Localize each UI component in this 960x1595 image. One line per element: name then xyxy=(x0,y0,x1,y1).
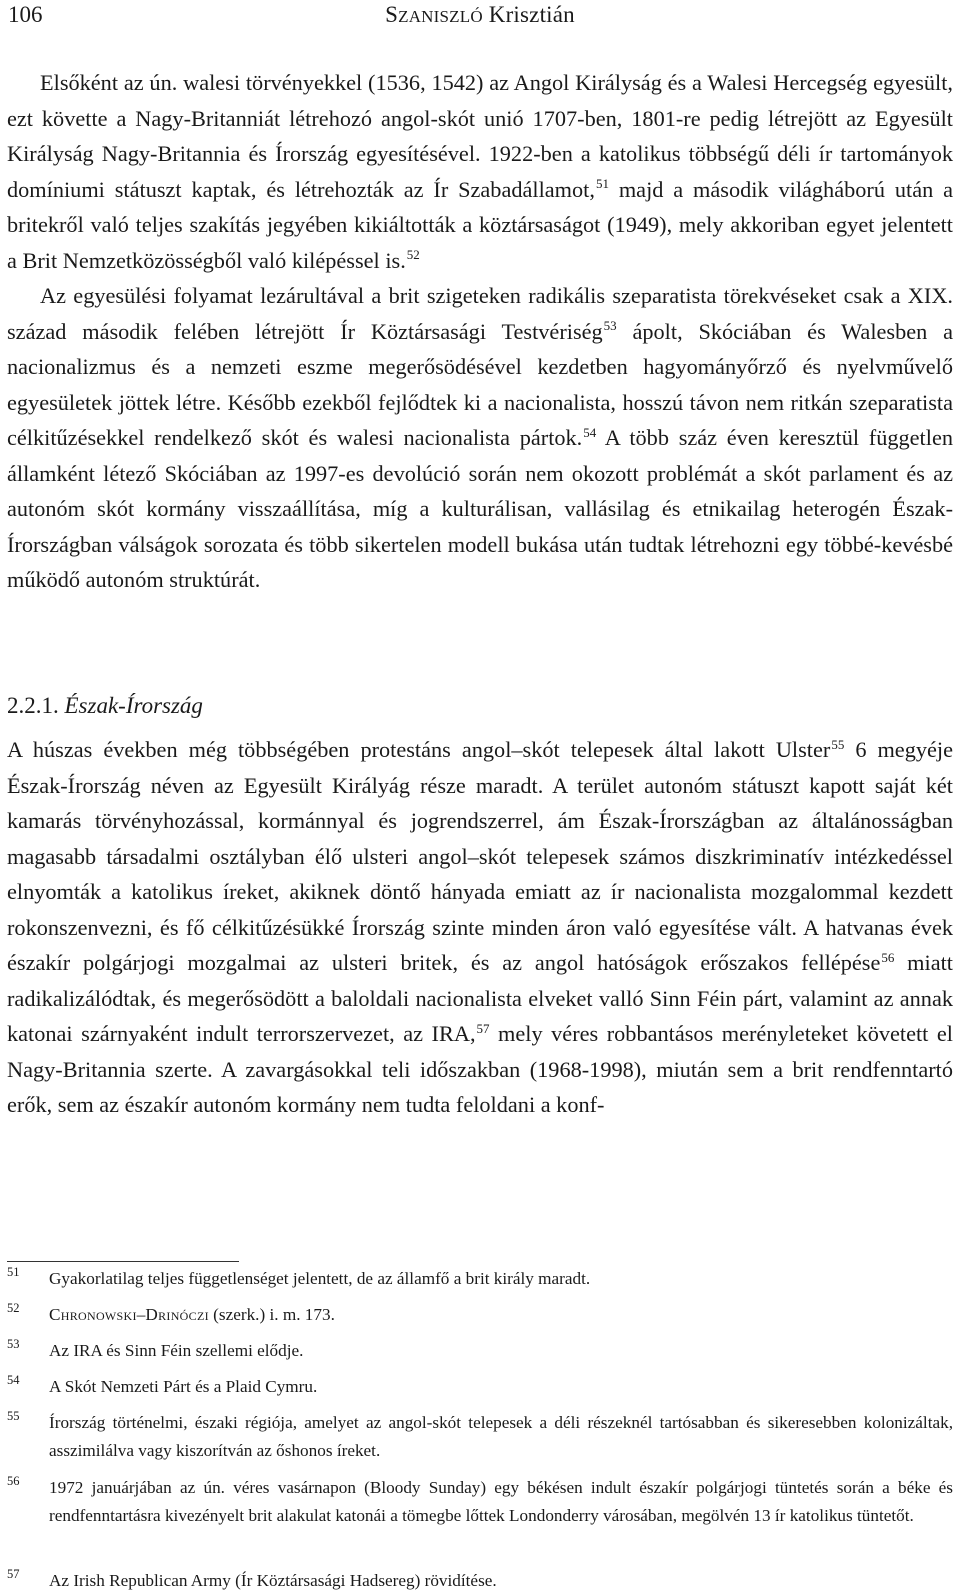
footnote-ref-51[interactable]: 51 xyxy=(595,176,609,192)
footnote-number: 51 xyxy=(7,1265,20,1279)
paragraph-text: A húszas években még többségében protestáns angol–skót telepesek által lakott Ulster xyxy=(7,737,831,762)
footnote-ref-55[interactable]: 55 xyxy=(831,736,845,752)
paragraph-text: ápolt, Skóciában és Walesben a nacionalizmus és a nemzeti eszme megerősödésével kezdetben hagyományőrző és nyelvművelő egyesületek jöttek létre. Később ezekből fejlődtek ki a nacionalista, hosszú távon nem ritkán szeparatista célkitűzésekkel rendelkező skót és walesi nacionalista pártok. xyxy=(7,318,953,450)
footnote-text: Az Irish Republican Army (Ír Köztársasági Hadsereg) rövidítése. xyxy=(49,1571,497,1590)
page-number: 106 xyxy=(8,2,43,27)
footnote-text: Az IRA és Sinn Féin szellemi elődje. xyxy=(49,1341,304,1360)
footnote-number: 52 xyxy=(7,1301,20,1315)
author-surname-initial: S xyxy=(385,2,399,27)
body-text-block xyxy=(7,732,953,1123)
running-title xyxy=(8,2,952,28)
paragraph-text: miatt radikalizálódtak, és megerősödött a baloldali nacionalista elveket valló Sinn Féin párt, valamint az annak katonai szárnyaként indult terrorszervezet, az IRA, xyxy=(7,950,953,1046)
footnote-number: 57 xyxy=(7,1567,20,1581)
author-given-name: Krisztián xyxy=(488,2,575,27)
paragraph-text: mely véres robbantásos merényleteket követett el Nagy-Britannia szerte. A zavargásokkal teli időszakban (1968-1998), miután sem a brit rendfenntartó erők, sem az északír autonóm kormány nem tudta feloldani a konf- xyxy=(7,1021,953,1117)
citation-rest: (szerk.) i. m. 173. xyxy=(208,1305,335,1324)
footnote-ref-54[interactable]: 54 xyxy=(583,424,597,440)
paragraph-text: majd a második világháború után a britekről való teljes szakítás jegyében kikiáltották a köztársaságot (1949), mely akkoriban egyet jelentett a Brit Nemzetközösségből való kilépéssel is. xyxy=(7,176,954,273)
footnote-text: Írország történelmi, északi régiója, amelyet az angol-skót telepesek a déli részeknél tartósabban és sikeresebben kolonizáltak, asszimilálva vagy kiszorítván az őshonos íreket. xyxy=(49,1413,953,1460)
author-dash: – xyxy=(136,1305,146,1324)
paragraph-text: Az egyesülési folyamat lezárultával a brit szigeteken radikális szeparatista törekvéseket csak a XIX. század második felében létrejött Ír Köztársasági Testvériség xyxy=(7,283,953,344)
paragraph-text: A több száz éven keresztül független államként létező Skóciában az 1997-es devolúció során nem okozott problémát a skót parlament és az autonóm skót kormány visszaállítása, míg a kulturálisan, vallásilag és etnikailag heterogén Észak-Írországban válságok sorozata és több sikertelen modell bukása után tudtak létrehozni egy többé-kevésbé működő autonóm struktúrát. xyxy=(7,425,953,592)
footnote-ref-57[interactable]: 57 xyxy=(476,1020,490,1036)
footnote-text: Gyakorlatilag teljes függetlenséget jelentett, de az államfő a brit király maradt. xyxy=(49,1269,591,1288)
footnote-ref-53[interactable]: 53 xyxy=(603,318,617,334)
running-head xyxy=(8,2,952,36)
paragraph xyxy=(7,732,953,1123)
footnote-text: A Skót Nemzeti Párt és a Plaid Cymru. xyxy=(49,1377,318,1396)
paragraph-text: Elsőként az ún. walesi törvényekkel (1536, 1542) az Angol Királyság és a Walesi Hercegség egyesült, ezt követte a Nagy-Britanniát létrehozó angol-skót unió 1707-ben, 1801-re pedig létrejött az Egyesült Királyság Nagy-Britannia és Írország egyesítésével. 1922-ben a katolikus többségű déli ír tartományok domíniumi státuszt kaptak, és létrehozták az Ír Szabadállamot, xyxy=(7,70,953,202)
footnote-ref-52[interactable]: 52 xyxy=(406,247,420,263)
cited-author-1: Chronowski xyxy=(49,1305,137,1324)
section-title: Észak-Írország xyxy=(64,693,203,718)
paragraph-text: 6 megyéje Észak-Írország néven az Egyesült Királyág része maradt. A terület autonóm státuszt kapott saját két kamarás törvényhozással, kormánnyal és jogrendszerrel, ám Észak-Írországban az általánosságban magasabb társadalmi osztályban élő ulsteri angol–skót telepesek számos diszkriminatív intézkedéssel elnyomták a katolikus íreket, akiknek döntő hányada emiatt az ír nacionalista mozgalommal kezdett rokonszenvezni, és fő célkitűzésükké Írország szinte minden áron való egyesítése vált. A hatvanas évek északír polgárjogi mozgalmai az ulsteri britek, és az angol hatóságok erőszakos fellépése xyxy=(7,737,953,975)
footnote-text: 1972 januárjában az ún. véres vasárnapon (Bloody Sunday) egy békésen indult északír polgárjogi tüntetés során a béke és rendfenntartásra kivezényelt brit alakulat katonái a tömegbe lőttek Londonderry városában, megölvén 13 ír katolikus tüntetőt. xyxy=(49,1478,953,1525)
footnote-number: 53 xyxy=(7,1337,20,1351)
footnote-number: 55 xyxy=(7,1409,20,1423)
section-number: 2.2.1. xyxy=(7,693,59,718)
footnote-separator xyxy=(7,1261,239,1262)
footnote-number: 54 xyxy=(7,1373,20,1387)
footnote-ref-56[interactable]: 56 xyxy=(881,949,895,965)
footnote-text xyxy=(49,1301,953,1329)
paragraph xyxy=(7,278,953,598)
paragraph xyxy=(7,65,953,278)
cited-author-2: Drinóczi xyxy=(145,1305,209,1324)
footnote-number: 56 xyxy=(7,1474,20,1488)
section-heading xyxy=(7,688,203,724)
body-text-block xyxy=(7,65,953,598)
author-surname-rest: ZANISZLÓ xyxy=(398,7,483,26)
